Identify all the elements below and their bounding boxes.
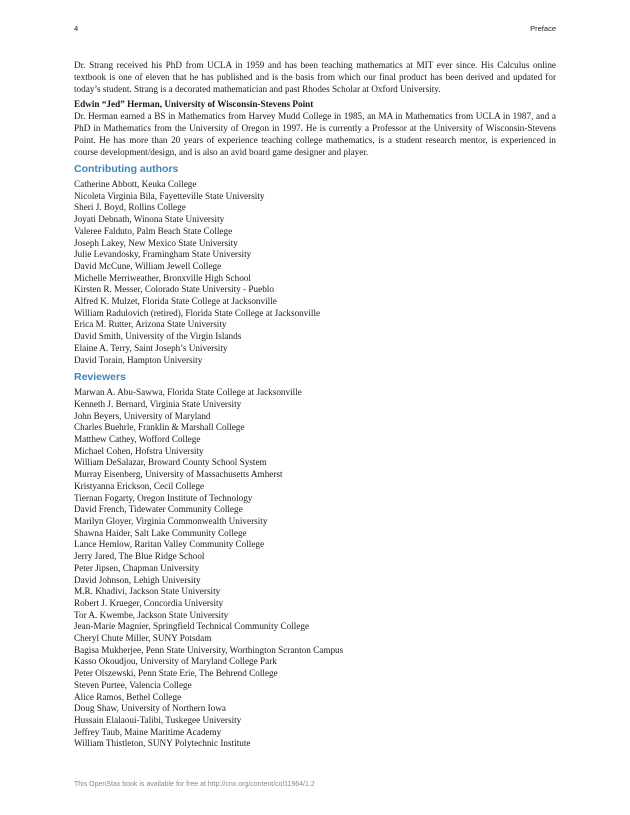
list-item: Michael Cohen, Hofstra University <box>74 445 204 456</box>
list-item: William Thistleton, SUNY Polytechnic Institute <box>74 738 251 749</box>
list-item: Hussain Elalaoui-Talibi, Tuskegee University <box>74 714 242 725</box>
list-item: Matthew Cathey, Wofford College <box>74 434 201 445</box>
intro-paragraph: Dr. Strang received his PhD from UCLA in 1959 and has been teaching mathematics at MIT ever since. His Calculus online textbook is one of eleven that he has published and is the basis from which our final product has been derived and updated for today’s student. Strang is a decorated mathematician and past Rhodes Scholar at Oxford University. <box>74 60 556 94</box>
list-item: Peter Jipsen, Chapman University <box>74 562 200 573</box>
section-title: Preface <box>530 24 556 33</box>
list-item: Joseph Lakey, New Mexico State University <box>74 237 238 248</box>
list-item: Valeree Falduto, Palm Beach State College <box>74 225 233 236</box>
list-item: Tor A. Kwembe, Jackson State University <box>74 609 229 620</box>
author-heading: Edwin “Jed” Herman, University of Wisconsin-Stevens Point <box>74 99 314 109</box>
list-item: Alfred K. Mulzet, Florida State College at Jacksonville <box>74 296 277 307</box>
list-item: Peter Olszewski, Penn State Erie, The Behrend College <box>74 668 278 679</box>
list-item: Robert J. Krueger, Concordia University <box>74 597 224 608</box>
contributing-authors-list <box>74 179 556 366</box>
list-item: William Radulovich (retired), Florida State College at Jacksonville <box>74 307 321 318</box>
list-item: David Torain, Hampton University <box>74 354 203 365</box>
list-item: Kristyanna Erickson, Cecil College <box>74 480 205 491</box>
list-item: Alice Ramos, Bethel College <box>74 691 182 702</box>
page-number: 4 <box>74 24 79 33</box>
list-item: Kirsten R. Messer, Colorado State University - Pueblo <box>74 284 274 295</box>
list-item: Shawna Haider, Salt Lake Community College <box>74 527 247 538</box>
list-item: William DeSalazar, Broward County School System <box>74 457 267 468</box>
list-item: M.R. Khadivi, Jackson State University <box>74 586 221 597</box>
list-item: Kasso Okoudjou, University of Maryland College Park <box>74 656 277 667</box>
list-item: Elaine A. Terry, Saint Joseph’s University <box>74 342 228 353</box>
list-item: Marilyn Gloyer, Virginia Commonwealth University <box>74 515 268 526</box>
list-item: Lance Hemlow, Raritan Valley Community College <box>74 539 265 550</box>
list-item: Julie Levandosky, Framingham State University <box>74 249 252 260</box>
list-item: Cheryl Chute Miller, SUNY Potsdam <box>74 633 212 644</box>
list-item: Bagisa Mukherjee, Penn State University, Worthington Scranton Campus <box>74 644 344 655</box>
page-content <box>74 59 556 750</box>
list-item: Catherine Abbott, Keuka College <box>74 179 197 189</box>
list-item: David French, Tidewater Community College <box>74 504 243 515</box>
list-item: Jean-Marie Magnier, Springfield Technical Community College <box>74 621 310 632</box>
list-item: Nicoleta Virginia Bila, Fayetteville State University <box>74 190 265 201</box>
list-item: Marwan A. Abu-Sawwa, Florida State College at Jacksonville <box>74 387 302 398</box>
list-item: David Johnson, Lehigh University <box>74 574 201 585</box>
list-item: Erica M. Rutter, Arizona State University <box>74 319 227 330</box>
list-item: John Beyers, University of Maryland <box>74 410 211 421</box>
page-header <box>74 24 556 36</box>
list-item: Jerry Jared, The Blue Ridge School <box>74 551 205 562</box>
list-item: Murray Eisenberg, University of Massachusetts Amherst <box>74 469 283 480</box>
list-item: Jeffrey Taub, Maine Maritime Academy <box>74 726 222 737</box>
contributing-authors-heading: Contributing authors <box>74 163 179 175</box>
page-footer: This OpenStax book is available for free at http://cnx.org/content/col11964/1.2 <box>74 781 315 788</box>
list-item: Tiernan Fogarty, Oregon Institute of Technology <box>74 492 253 503</box>
reviewers-list <box>74 387 556 750</box>
list-item: Michelle Merriweather, Bronxville High School <box>74 272 251 283</box>
list-item: Charles Buehrle, Franklin & Marshall College <box>74 422 245 433</box>
list-item: David Smith, University of the Virgin Islands <box>74 331 242 342</box>
reviewers-heading: Reviewers <box>74 371 126 384</box>
list-item: David McCune, William Jewell College <box>74 260 222 271</box>
list-item: Doug Shaw, University of Northern Iowa <box>74 703 226 714</box>
list-item: Sheri J. Boyd, Rollins College <box>74 202 186 213</box>
list-item: Joyati Debnath, Winona State University <box>74 214 225 225</box>
author-bio: Dr. Herman earned a BS in Mathematics from Harvey Mudd College in 1985, an MA in Mathematics from UCLA in 1987, and a PhD in Mathematics from the University of Oregon in 1997. He is currently a Professor at the University of Wisconsin-Stevens Point. He has more than 20 years of experience teaching college mathematics, is a student research mentor, is experienced in course development/design, and is also an avid board game designer and player. <box>74 111 556 157</box>
list-item: Kenneth J. Bernard, Virginia State University <box>74 398 242 409</box>
list-item: Steven Purtee, Valencia College <box>74 679 192 690</box>
